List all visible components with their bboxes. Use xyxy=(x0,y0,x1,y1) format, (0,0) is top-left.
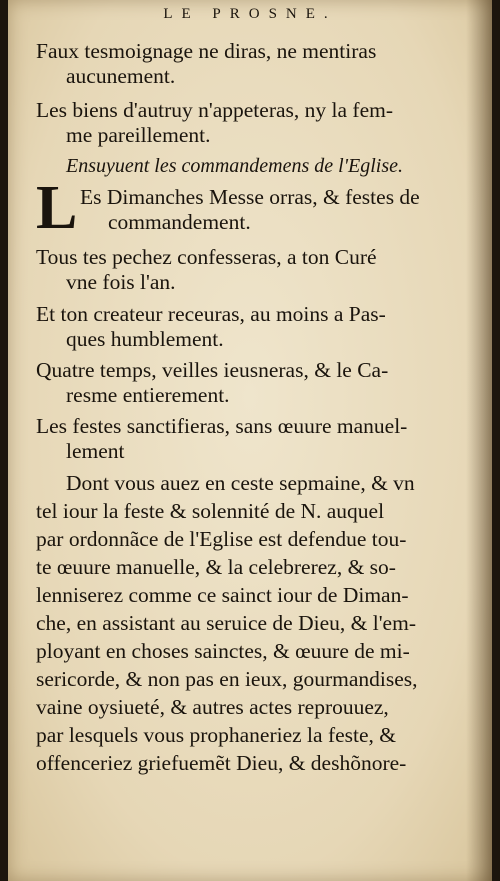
text-line-2: aucunement. xyxy=(66,64,176,88)
text-line-22: ployant en choses sainctes, & œuure de mi- xyxy=(36,639,410,663)
text-line-3: Les biens d'autruy n'appeteras, ny la fem- xyxy=(36,98,393,122)
text-line-14: Les festes sanctifieras, sans œuure manuel- xyxy=(36,414,408,438)
text-line-12: Quatre temps, veilles ieusneras, & le Ca- xyxy=(36,358,389,382)
text-line-18: par ordonnãce de l'Eglise est defendue tou- xyxy=(36,527,407,551)
text-line-10: Et ton createur receuras, au moins a Pas- xyxy=(36,302,386,326)
text-line-19: te œuure manuelle, & la celebrerez, & so- xyxy=(36,555,396,579)
text-line-13: resme entierement. xyxy=(66,383,230,407)
running-header: LE PROSNE. xyxy=(163,6,337,22)
text-line-16: Dont vous auez en ceste sepmaine, & vn xyxy=(66,471,415,495)
text-line-11: ques humblement. xyxy=(66,327,224,351)
text-line-26: offenceriez griefuemẽt Dieu, & deshõnore- xyxy=(36,751,407,775)
text-line-23: sericorde, & non pas en ieux, gourmandises, xyxy=(36,667,418,691)
text-line-24: vaine oysiueté, & autres actes reprouuez, xyxy=(36,695,389,719)
text-line-7: commandement. xyxy=(108,210,251,234)
section-heading: Ensuyuent les commandemens de l'Eglise. xyxy=(66,155,403,177)
text-line-25: par lesquels vous prophaneriez la feste, & xyxy=(36,723,396,747)
text-line-1: Faux tesmoignage ne diras, ne mentiras xyxy=(36,39,377,63)
text-line-21: che, en assistant au seruice de Dieu, & l'em- xyxy=(36,611,416,635)
text-line-6: Es Dimanches Messe orras, & festes de xyxy=(80,185,420,209)
text-line-20: lenniserez comme ce sainct iour de Diman- xyxy=(36,583,409,607)
text-line-9: vne fois l'an. xyxy=(66,270,176,294)
drop-cap: L xyxy=(36,174,78,242)
text-line-15: lement xyxy=(66,439,125,463)
page-gutter-shadow xyxy=(466,0,492,881)
text-line-4: me pareillement. xyxy=(66,123,211,147)
text-line-8: Tous tes pechez confesseras, a ton Curé xyxy=(36,245,377,269)
book-page xyxy=(8,0,492,881)
text-line-17: tel iour la feste & solennité de N. auquel xyxy=(36,499,385,523)
